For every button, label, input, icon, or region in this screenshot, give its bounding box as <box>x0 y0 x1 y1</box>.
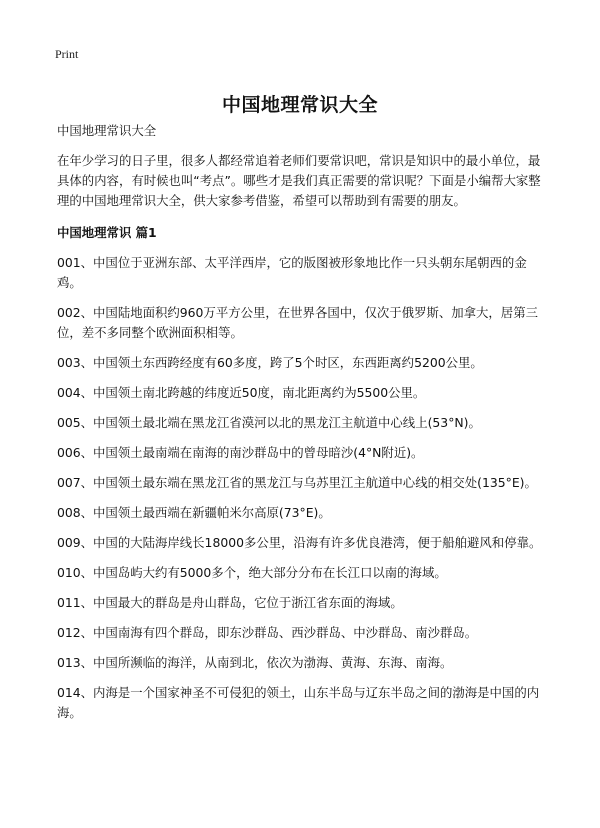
list-item: 003、中国领土东西跨经度有60多度，跨了5个时区，东西距离约5200公里。 <box>57 355 483 370</box>
list-item: 001、中国位于亚洲东部、太平洋西岸，它的版图被形象地比作一只头朝东尾朝西的金鸡。 <box>57 255 527 290</box>
list-item: 012、中国南海有四个群岛，即东沙群岛、西沙群岛、中沙群岛、南沙群岛。 <box>57 625 478 640</box>
intro-paragraph: 在年少学习的日子里，很多人都经常追着老师们要常识吧，常识是知识中的最小单位，最具体的内容，有时候也叫“考点”。哪些才是我们真正需要的常识呢？下面是小编帮大家整理的中国地理常识大全，供大家参考借鉴，希望可以帮助到有需要的朋友。 <box>57 153 541 208</box>
list-item: 002、中国陆地面积约960万平方公里，在世界各国中，仅次于俄罗斯、加拿大，居第三位，差不多同整个欧洲面积相等。 <box>57 305 538 340</box>
list-item: 007、中国领土最东端在黑龙江省的黑龙江与乌苏里江主航道中心线的相交处(135°E)。 <box>57 475 537 490</box>
list-item: 004、中国领土南北跨越的纬度近50度，南北距离约为5500公里。 <box>57 385 426 400</box>
article-subtitle: 中国地理常识大全 <box>57 123 157 138</box>
list-item: 005、中国领土最北端在黑龙江省漠河以北的黑龙江主航道中心线上(53°N)。 <box>57 415 481 430</box>
list-item: 013、中国所濒临的海洋，从南到北，依次为渤海、黄海、东海、南海。 <box>57 655 453 670</box>
list-item: 010、中国岛屿大约有5000多个，绝大部分分布在长江口以南的海域。 <box>57 565 447 580</box>
print-link[interactable]: Print <box>55 47 79 61</box>
list-item: 006、中国领土最南端在南海的南沙群岛中的曾母暗沙(4°N附近)。 <box>57 445 424 460</box>
section-heading: 中国地理常识 篇1 <box>57 225 157 240</box>
list-item: 014、内海是一个国家神圣不可侵犯的领土，山东半岛与辽东半岛之间的渤海是中国的内海。 <box>57 685 540 720</box>
list-item: 011、中国最大的群岛是舟山群岛，它位于浙江省东面的海域。 <box>57 595 403 610</box>
article-body <box>57 121 547 733</box>
page-title: 中国地理常识大全 <box>221 93 378 116</box>
list-item: 009、中国的大陆海岸线长18000多公里，沿海有许多优良港湾，便于船舶避风和停靠。 <box>57 535 542 550</box>
list-item: 008、中国领土最西端在新疆帕米尔高原(73°E)。 <box>57 505 331 520</box>
